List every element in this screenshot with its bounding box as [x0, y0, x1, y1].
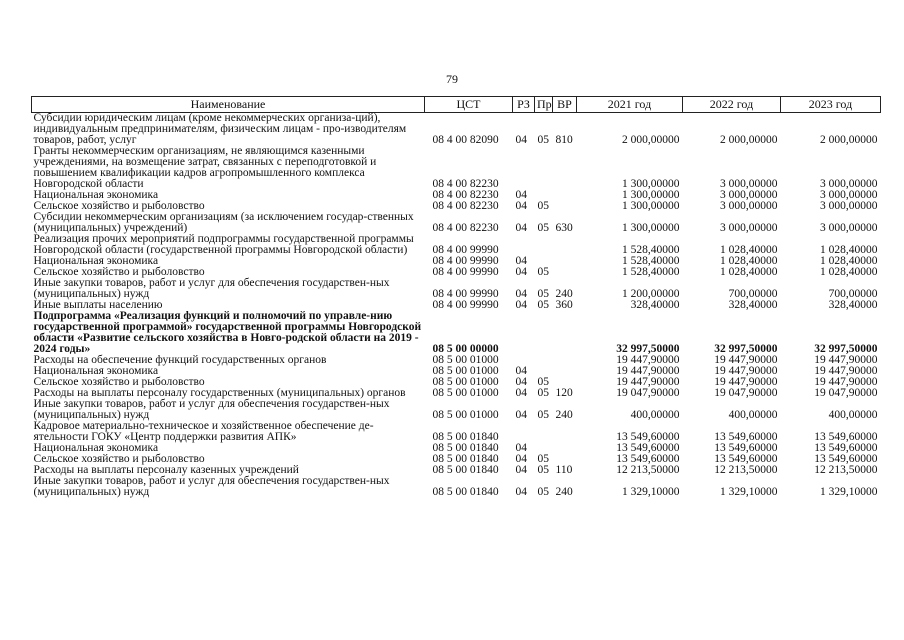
cell-pr: 05: [537, 222, 549, 234]
cell-name: Расходы на выплаты персоналу государственных (муниципальных) органов: [33, 387, 406, 399]
cell-vr: [553, 443, 577, 454]
cell-rz: 04: [515, 486, 527, 498]
cell-pr: [535, 355, 553, 366]
cell-cst: 08 5 00 01840: [432, 486, 499, 498]
cell-2022: 1 329,10000: [720, 486, 778, 498]
cell-pr: 05: [537, 453, 549, 465]
cell-2022: 328,40000: [728, 299, 778, 311]
cell-2021: 1 300,00000: [622, 222, 680, 234]
cell-2021: 400,00000: [630, 409, 680, 421]
cell-vr: 810: [555, 134, 573, 146]
cell-rz: 04: [515, 134, 527, 146]
cell-2023: 3 000,00000: [820, 189, 878, 201]
cell-rz: 04: [515, 387, 527, 399]
cell-name: Иные закупки товаров, работ и услуг для обеспечения государствен-ных (муниципальных) нужд: [33, 277, 390, 300]
cell-2021: 1 329,10000: [622, 486, 680, 498]
cell-pr: 05: [537, 288, 549, 300]
cell-2022: 2 000,00000: [720, 134, 778, 146]
cell-2021: 2 000,00000: [622, 134, 680, 146]
cell-2022: 19 447,90000: [714, 376, 778, 388]
cell-2022: 400,00000: [728, 409, 778, 421]
cell-name: Расходы на обеспечение функций государственных органов: [33, 354, 327, 366]
cell-rz: 04: [515, 409, 527, 421]
cell-cst: 08 4 00 99990: [432, 299, 499, 311]
cell-2022: 1 028,40000: [720, 266, 778, 278]
table-row: [32, 311, 881, 355]
cell-name: Иные закупки товаров, работ и услуг для обеспечения государствен-ных (муниципальных) нужд: [33, 475, 390, 498]
cell-name: Национальная экономика: [33, 442, 159, 454]
cell-pr: 05: [537, 266, 549, 278]
cell-rz: 04: [515, 266, 527, 278]
cell-2023: 19 447,90000: [814, 365, 878, 377]
cell-2023: 13 549,60000: [814, 431, 878, 443]
cell-vr: [553, 366, 577, 377]
cell-name: Национальная экономика: [33, 365, 159, 377]
cell-rz: [513, 311, 535, 355]
cell-name: Национальная экономика: [33, 255, 159, 267]
table-row: [32, 399, 881, 421]
cell-2023: 32 997,50000: [814, 343, 878, 355]
cell-2021: 19 047,90000: [616, 387, 680, 399]
table-body: [32, 113, 881, 499]
cell-cst: 08 5 00 01000: [432, 365, 499, 377]
cell-name: Субсидии юридическим лицам (кроме некоммерческих организа-ций), индивидуальным предпринимателям, физическим лицам - про-изводителям товаров, работ, услуг: [33, 112, 407, 146]
cell-2023: 19 447,90000: [814, 354, 878, 366]
cell-cst: 08 4 00 82230: [432, 200, 499, 212]
cell-pr: [535, 421, 553, 443]
cell-2021: 1 300,00000: [622, 178, 680, 190]
header-2023: 2023 год: [781, 97, 881, 113]
cell-2023: 13 549,60000: [814, 442, 878, 454]
header-name: Наименование: [32, 97, 425, 113]
cell-2023: 2 000,00000: [820, 134, 878, 146]
cell-vr: [553, 146, 577, 190]
cell-cst: 08 5 00 01000: [432, 387, 499, 399]
cell-pr: 05: [537, 299, 549, 311]
cell-vr: [553, 355, 577, 366]
cell-vr: 240: [555, 288, 573, 300]
cell-cst: 08 4 00 99990: [432, 244, 499, 256]
header-2022: 2022 год: [683, 97, 781, 113]
cell-cst: 08 5 00 01840: [432, 431, 499, 443]
cell-cst: 08 4 00 82230: [432, 178, 499, 190]
cell-2021: 13 549,60000: [616, 442, 680, 454]
cell-2022: 3 000,00000: [720, 200, 778, 212]
cell-name: Сельское хозяйство и рыболовство: [33, 453, 205, 465]
cell-rz: 04: [515, 189, 527, 201]
cell-vr: [553, 190, 577, 201]
cell-2021: 12 213,50000: [616, 464, 680, 476]
cell-name: Кадровое материально-техническое и хозяйственное обеспечение де-ятельности ГОКУ «Центр поддержки развития АПК»: [33, 420, 374, 443]
cell-pr: [535, 234, 553, 256]
table-row: [32, 113, 881, 147]
cell-2022: 700,00000: [728, 288, 778, 300]
cell-name: Реализация прочих мероприятий подпрограммы государственной программы Новгородской области (государственной программы Новгородской области): [33, 233, 414, 256]
cell-cst: 08 4 00 82230: [432, 189, 499, 201]
cell-pr: 05: [537, 387, 549, 399]
cell-2023: 1 329,10000: [820, 486, 878, 498]
cell-2021: 13 549,60000: [616, 431, 680, 443]
cell-cst: 08 4 00 99990: [432, 266, 499, 278]
cell-2021: 19 447,90000: [616, 376, 680, 388]
cell-name: Сельское хозяйство и рыболовство: [33, 376, 205, 388]
cell-2021: 1 528,40000: [622, 266, 680, 278]
cell-2022: 12 213,50000: [714, 464, 778, 476]
cell-name: Иные выплаты населению: [33, 299, 163, 311]
cell-name: Субсидии некоммерческим организациям (за исключением государ-ственных (муниципальных) учреждений): [33, 211, 414, 234]
cell-vr: [553, 421, 577, 443]
cell-name: Подпрограмма «Реализация функций и полномочий по управле-нию государственной программой» государственной программы Новгородской области «Развитие сельского хозяйства в Новго-родской области на 2019 - 2024 годы»: [33, 310, 422, 355]
cell-cst: 08 5 00 00000: [432, 343, 499, 355]
page-number: 79: [446, 72, 458, 86]
cell-vr: [553, 234, 577, 256]
cell-2022: 3 000,00000: [720, 222, 778, 234]
cell-cst: 08 5 00 01000: [432, 409, 499, 421]
cell-2021: 328,40000: [630, 299, 680, 311]
cell-2022: 3 000,00000: [720, 189, 778, 201]
cell-2022: 19 447,90000: [714, 365, 778, 377]
cell-2021: 1 200,00000: [622, 288, 680, 300]
cell-2022: 32 997,50000: [714, 343, 778, 355]
table-row: [32, 421, 881, 443]
cell-rz: 04: [515, 442, 527, 454]
cell-vr: 630: [555, 222, 573, 234]
cell-pr: 05: [537, 409, 549, 421]
cell-2023: 3 000,00000: [820, 200, 878, 212]
cell-name: Иные закупки товаров, работ и услуг для обеспечения государствен-ных (муниципальных) нужд: [33, 398, 390, 421]
cell-vr: 120: [555, 387, 573, 399]
cell-vr: 360: [555, 299, 573, 311]
cell-pr: 05: [537, 134, 549, 146]
cell-2021: 19 447,90000: [616, 365, 680, 377]
cell-cst: 08 4 00 82230: [432, 222, 499, 234]
header-vr: ВР: [553, 97, 577, 113]
cell-2023: 3 000,00000: [820, 178, 878, 190]
cell-rz: 04: [515, 299, 527, 311]
cell-vr: [553, 267, 577, 278]
cell-vr: [553, 311, 577, 355]
cell-cst: 08 5 00 01000: [432, 376, 499, 388]
cell-vr: 110: [555, 464, 573, 476]
cell-2021: 1 528,40000: [622, 244, 680, 256]
cell-cst: 08 5 00 01000: [432, 354, 499, 366]
cell-2023: 19 447,90000: [814, 376, 878, 388]
cell-vr: [553, 201, 577, 212]
cell-2023: 19 047,90000: [814, 387, 878, 399]
header-row: [32, 97, 881, 113]
cell-name: Расходы на выплаты персоналу казенных учреждений: [33, 464, 299, 476]
cell-2022: 19 447,90000: [714, 354, 778, 366]
cell-vr: [553, 256, 577, 267]
cell-2022: 13 549,60000: [714, 453, 778, 465]
cell-2021: 32 997,50000: [616, 343, 680, 355]
cell-name: Гранты некоммерческим организациям, не являющимся казенными учреждениями, на возмещение затрат, связанных с переподготовкой и повышением квалификации кадров агропромышленного комплекса Новгородской области: [33, 145, 377, 190]
cell-cst: 08 5 00 01840: [432, 464, 499, 476]
cell-2023: 400,00000: [828, 409, 878, 421]
cell-name: Национальная экономика: [33, 189, 159, 201]
cell-2023: 12 213,50000: [814, 464, 878, 476]
cell-rz: 04: [515, 453, 527, 465]
cell-rz: 04: [515, 365, 527, 377]
header-2021: 2021 год: [577, 97, 683, 113]
table-row: [32, 278, 881, 300]
cell-cst: 08 4 00 99990: [432, 288, 499, 300]
table-row: [32, 234, 881, 256]
table-row: [32, 146, 881, 190]
table-header: [32, 97, 881, 113]
cell-2023: 3 000,00000: [820, 222, 878, 234]
header-rz: РЗ: [513, 97, 535, 113]
cell-2023: 1 028,40000: [820, 244, 878, 256]
cell-pr: 05: [537, 486, 549, 498]
cell-2023: 13 549,60000: [814, 453, 878, 465]
cell-cst: 08 4 00 82090: [432, 134, 499, 146]
cell-pr: 05: [537, 464, 549, 476]
cell-name: Сельское хозяйство и рыболовство: [33, 266, 205, 278]
cell-rz: 04: [515, 464, 527, 476]
cell-2023: 328,40000: [828, 299, 878, 311]
header-pr: Пр: [535, 97, 553, 113]
cell-cst: 08 5 00 01840: [432, 453, 499, 465]
table-row: [32, 476, 881, 498]
cell-pr: [535, 311, 553, 355]
cell-2021: 19 447,90000: [616, 354, 680, 366]
cell-pr: [535, 146, 553, 190]
cell-rz: [513, 234, 535, 256]
cell-2021: 1 300,00000: [622, 200, 680, 212]
cell-rz: 04: [515, 200, 527, 212]
cell-name: Сельское хозяйство и рыболовство: [33, 200, 205, 212]
cell-rz: 04: [515, 255, 527, 267]
cell-2023: 700,00000: [828, 288, 878, 300]
cell-vr: 240: [555, 409, 573, 421]
cell-2022: 1 028,40000: [720, 255, 778, 267]
cell-2022: 3 000,00000: [720, 178, 778, 190]
cell-vr: 240: [555, 486, 573, 498]
cell-rz: [513, 421, 535, 443]
cell-rz: 04: [515, 376, 527, 388]
cell-2022: 19 047,90000: [714, 387, 778, 399]
cell-2021: 1 528,40000: [622, 255, 680, 267]
cell-2022: 13 549,60000: [714, 442, 778, 454]
cell-rz: 04: [515, 288, 527, 300]
cell-2021: 1 300,00000: [622, 189, 680, 201]
cell-2021: 13 549,60000: [616, 453, 680, 465]
cell-2023: 1 028,40000: [820, 255, 878, 267]
cell-2022: 13 549,60000: [714, 431, 778, 443]
cell-2022: 1 028,40000: [720, 244, 778, 256]
header-cst: ЦСТ: [425, 97, 513, 113]
table-row: [32, 212, 881, 234]
cell-pr: 05: [537, 376, 549, 388]
cell-pr: 05: [537, 200, 549, 212]
cell-2023: 1 028,40000: [820, 266, 878, 278]
cell-rz: 04: [515, 222, 527, 234]
cell-cst: 08 5 00 01840: [432, 442, 499, 454]
cell-rz: [513, 146, 535, 190]
budget-table: [31, 96, 881, 498]
cell-cst: 08 4 00 99990: [432, 255, 499, 267]
